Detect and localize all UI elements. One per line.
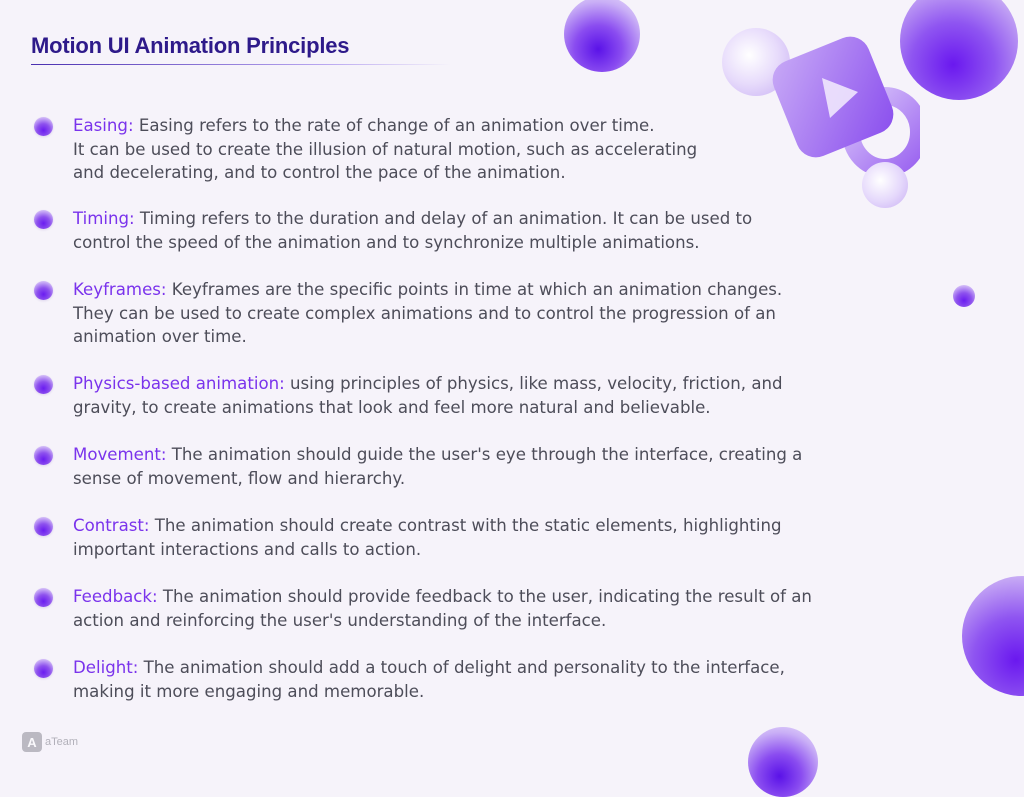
principle-term: Easing: xyxy=(73,116,134,135)
bullet-sphere-icon xyxy=(34,446,53,465)
principle-term: Keyframes: xyxy=(73,280,167,299)
principle-text xyxy=(73,207,923,254)
principle-description: Keyframes are the specific points in time at which an animation changes. They can be used to create complex animations and to control the progression of an animation over time. xyxy=(73,280,783,346)
principle-term: Contrast: xyxy=(73,516,150,535)
page-title: Motion UI Animation Principles xyxy=(31,33,350,58)
principle-term: Delight: xyxy=(73,658,139,677)
brand-name: aTeam xyxy=(45,736,79,748)
principle-text xyxy=(73,585,923,632)
principle-text xyxy=(73,114,923,185)
brand-logo xyxy=(22,731,78,753)
principle-term: Feedback: xyxy=(73,587,158,606)
bullet-sphere-icon xyxy=(34,588,53,607)
principle-description: Easing refers to the rate of change of an animation over time. It can be used to create the illusion of natural motion, such as accelerating and decelerating, and to control the pace of the animation. xyxy=(73,116,698,182)
principle-description: The animation should provide feedback to the user, indicating the result of an action and reinforcing the user's understanding of the interface. xyxy=(73,587,812,630)
principle-description: The animation should create contrast with the static elements, highlighting important interactions and calls to action. xyxy=(73,516,782,559)
bullet-sphere-icon xyxy=(34,210,53,229)
principle-text xyxy=(73,656,923,703)
bullet-sphere-icon xyxy=(34,281,53,300)
principle-description: The animation should guide the user's eye through the interface, creating a sense of movement, flow and hierarchy. xyxy=(73,445,803,488)
principle-term: Timing: xyxy=(73,209,135,228)
principle-text xyxy=(73,372,923,419)
principle-description: Timing refers to the duration and delay of an animation. It can be used to control the speed of the animation and to synchronize multiple animations. xyxy=(73,209,753,252)
bullet-sphere-icon xyxy=(34,117,53,136)
principle-term: Movement: xyxy=(73,445,167,464)
principle-text xyxy=(73,514,923,561)
principle-text xyxy=(73,443,923,490)
bullet-sphere-icon xyxy=(34,375,53,394)
principle-description: The animation should add a touch of delight and personality to the interface, making it more engaging and memorable. xyxy=(73,658,785,701)
bullet-sphere-icon xyxy=(34,659,53,678)
bullet-sphere-icon xyxy=(34,517,53,536)
principle-description: using principles of physics, like mass, velocity, friction, and gravity, to create animations that look and feel more natural and believable. xyxy=(73,374,783,417)
brand-mark-icon: A xyxy=(22,732,42,752)
principle-term: Physics-based animation: xyxy=(73,374,285,393)
principle-text xyxy=(73,278,923,349)
